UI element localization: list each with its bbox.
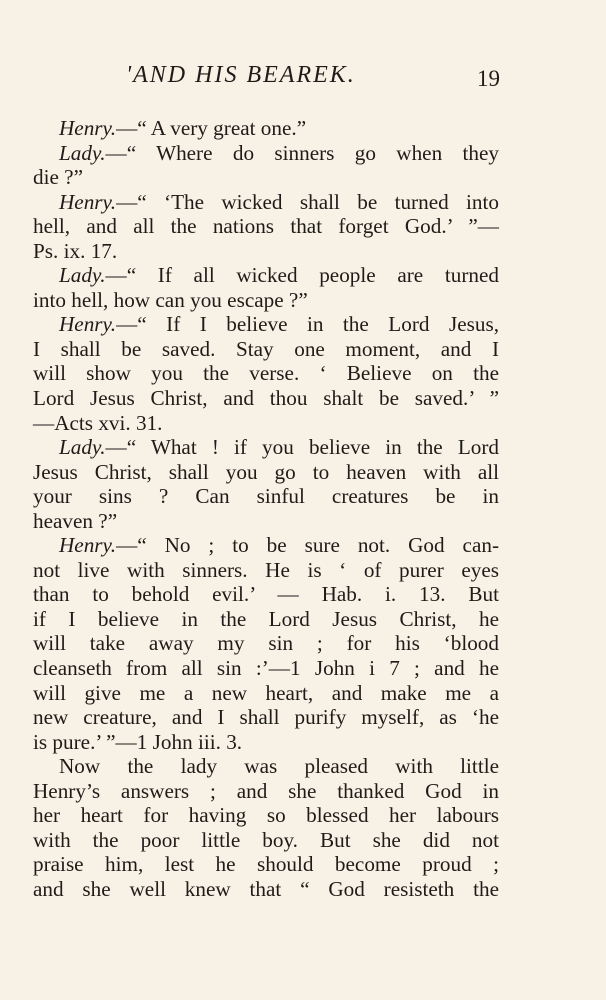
line-text: and she well knew that “ God resisteth the bbox=[33, 876, 499, 901]
text-line-22 bbox=[33, 631, 499, 656]
line-text: will show you the verse. ‘ Believe on the bbox=[33, 361, 499, 386]
text-line-32 bbox=[33, 877, 499, 902]
line-text: will give me a new heart, and make me a bbox=[33, 680, 499, 705]
body-text bbox=[33, 116, 499, 902]
text-line-19 bbox=[33, 558, 499, 583]
line-text: praise him, lest he should become proud ; bbox=[33, 852, 499, 877]
text-line-18 bbox=[33, 533, 499, 558]
speaker-name: Lady. bbox=[59, 140, 106, 165]
text-line-24 bbox=[33, 681, 499, 706]
line-text: —Acts xvi. 31. bbox=[33, 410, 163, 435]
line-text: —“ If all wicked people are turned bbox=[105, 263, 499, 288]
line-text: die ?” bbox=[33, 165, 83, 190]
text-line-2 bbox=[33, 141, 499, 166]
line-text: new creature, and I shall purify myself, as ‘he bbox=[33, 705, 499, 730]
line-text: —“ If I believe in the Lord Jesus, bbox=[116, 312, 499, 337]
text-line-30 bbox=[33, 828, 499, 853]
line-text: cleanseth from all sin :’—1 John i 7 ; and he bbox=[33, 656, 499, 681]
line-text: than to behold evil.’ — Hab. i. 13. But bbox=[33, 582, 499, 607]
text-line-20 bbox=[33, 582, 499, 607]
text-line-13 bbox=[33, 411, 499, 436]
text-line-14 bbox=[33, 435, 499, 460]
page-header bbox=[0, 62, 606, 96]
line-text: her heart for having so blessed her labours bbox=[33, 803, 499, 828]
text-line-9 bbox=[33, 312, 499, 337]
text-line-21 bbox=[33, 607, 499, 632]
line-text: not live with sinners. He is ‘ of purer eyes bbox=[33, 557, 499, 582]
line-text: —“ What ! if you believe in the Lord bbox=[105, 435, 499, 460]
line-text: —“ Where do sinners go when they bbox=[105, 140, 499, 165]
text-line-4 bbox=[33, 190, 499, 215]
text-line-1 bbox=[33, 116, 499, 141]
speaker-name: Henry. bbox=[59, 116, 117, 140]
page-number: 19 bbox=[477, 66, 500, 91]
speaker-name: Henry. bbox=[59, 189, 117, 214]
text-line-26 bbox=[33, 730, 499, 755]
line-text: Lord Jesus Christ, and thou shalt be saved.’ ” bbox=[33, 386, 499, 411]
line-text: heaven ?” bbox=[33, 508, 118, 533]
line-text: Now the lady was pleased with little bbox=[59, 754, 499, 779]
line-text: Henry’s answers ; and she thanked God in bbox=[33, 778, 499, 803]
line-text: —“ ‘The wicked shall be turned into bbox=[116, 189, 499, 214]
text-line-5 bbox=[33, 214, 499, 239]
text-line-27 bbox=[33, 754, 499, 779]
line-text: with the poor little boy. But she did not bbox=[33, 827, 499, 852]
speaker-name: Henry. bbox=[59, 533, 117, 558]
text-line-31 bbox=[33, 852, 499, 877]
text-line-3 bbox=[33, 165, 499, 190]
text-line-8 bbox=[33, 288, 499, 313]
text-line-12 bbox=[33, 386, 499, 411]
line-text: I shall be saved. Stay one moment, and I bbox=[33, 336, 499, 361]
line-text: is pure.’ ”—1 John iii. 3. bbox=[33, 729, 243, 754]
line-text: Jesus Christ, shall you go to heaven with all bbox=[33, 459, 499, 484]
text-line-17 bbox=[33, 509, 499, 534]
text-line-11 bbox=[33, 361, 499, 386]
text-line-16 bbox=[33, 484, 499, 509]
line-text: —“ A very great one.” bbox=[116, 116, 307, 140]
text-line-10 bbox=[33, 337, 499, 362]
running-head: 'AND HIS BEAREK. bbox=[126, 62, 356, 88]
line-text: Ps. ix. 17. bbox=[33, 238, 118, 263]
line-text: —“ No ; to be sure not. God can- bbox=[116, 533, 499, 558]
speaker-name: Lady. bbox=[59, 435, 106, 460]
text-line-6 bbox=[33, 239, 499, 264]
text-line-28 bbox=[33, 779, 499, 804]
text-line-25 bbox=[33, 705, 499, 730]
line-text: will take away my sin ; for his ‘blood bbox=[33, 631, 499, 656]
speaker-name: Henry. bbox=[59, 312, 117, 337]
line-text: into hell, how can you escape ?” bbox=[33, 287, 308, 312]
text-line-29 bbox=[33, 803, 499, 828]
line-text: hell, and all the nations that forget God.’ ”— bbox=[33, 214, 499, 239]
text-line-7 bbox=[33, 263, 499, 288]
speaker-name: Lady. bbox=[59, 263, 106, 288]
line-text: your sins ? Can sinful creatures be in bbox=[33, 484, 499, 509]
text-line-15 bbox=[33, 460, 499, 485]
line-text: if I believe in the Lord Jesus Christ, he bbox=[33, 606, 499, 631]
text-line-23 bbox=[33, 656, 499, 681]
